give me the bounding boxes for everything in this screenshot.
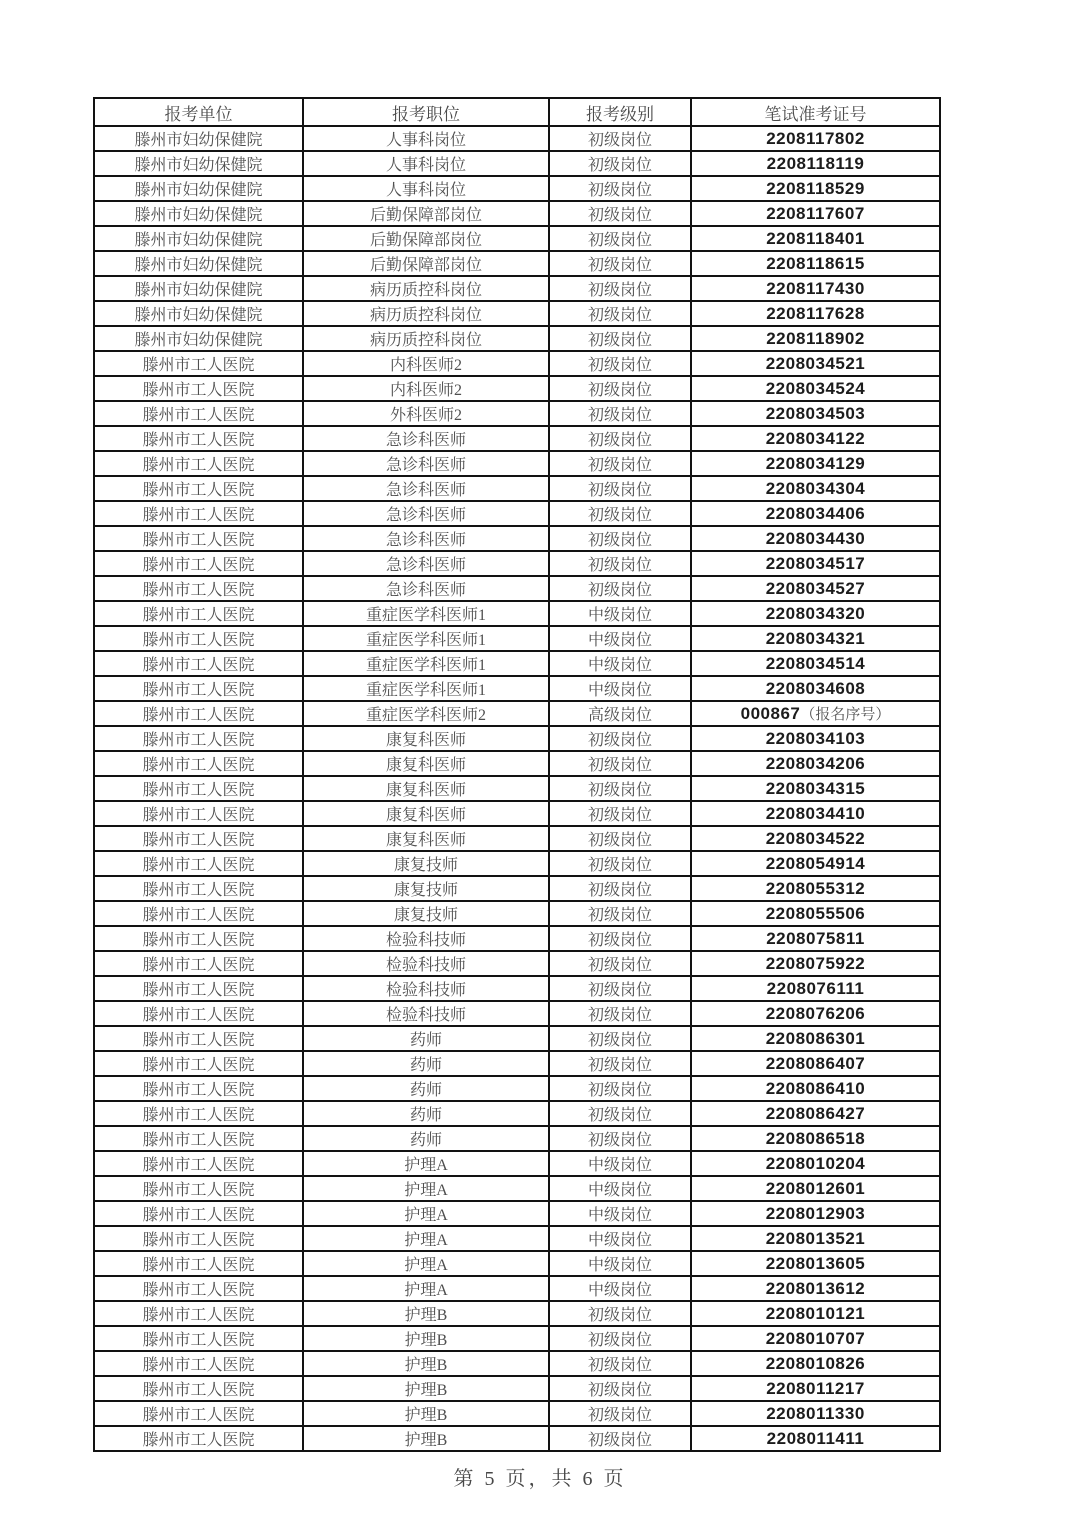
unit-cell: 滕州市工人医院 <box>94 1251 303 1276</box>
level-cell: 初级岗位 <box>549 951 691 976</box>
table-row <box>94 1101 940 1126</box>
table-row <box>94 651 940 676</box>
table-row <box>94 1426 940 1451</box>
unit-cell: 滕州市工人医院 <box>94 1151 303 1176</box>
cert-cell: 2208034304 <box>691 476 940 501</box>
position-cell: 药师 <box>303 1026 549 1051</box>
cert-cell: 2208034410 <box>691 801 940 826</box>
cert-cell: 2208118529 <box>691 176 940 201</box>
unit-cell: 滕州市工人医院 <box>94 876 303 901</box>
table-row <box>94 251 940 276</box>
table-row <box>94 826 940 851</box>
header-row <box>94 98 940 126</box>
level-cell: 初级岗位 <box>549 1126 691 1151</box>
level-cell: 中级岗位 <box>549 1176 691 1201</box>
position-cell: 急诊科医师 <box>303 426 549 451</box>
table-row <box>94 276 940 301</box>
position-cell: 康复科医师 <box>303 751 549 776</box>
unit-cell: 滕州市工人医院 <box>94 576 303 601</box>
level-cell: 初级岗位 <box>549 1426 691 1451</box>
level-cell: 初级岗位 <box>549 1326 691 1351</box>
unit-cell: 滕州市工人医院 <box>94 1051 303 1076</box>
table-row <box>94 151 940 176</box>
table-row <box>94 451 940 476</box>
level-cell: 初级岗位 <box>549 826 691 851</box>
cert-cell: 2208075922 <box>691 951 940 976</box>
table-row <box>94 1076 940 1101</box>
cert-cell: 2208086301 <box>691 1026 940 1051</box>
unit-cell: 滕州市工人医院 <box>94 726 303 751</box>
unit-cell: 滕州市工人医院 <box>94 426 303 451</box>
level-cell: 初级岗位 <box>549 1001 691 1026</box>
position-cell: 后勤保障部岗位 <box>303 201 549 226</box>
level-cell: 初级岗位 <box>549 501 691 526</box>
level-cell: 初级岗位 <box>549 1376 691 1401</box>
table-row <box>94 1351 940 1376</box>
table-row <box>94 851 940 876</box>
unit-cell: 滕州市工人医院 <box>94 751 303 776</box>
table-row <box>94 1151 940 1176</box>
unit-cell: 滕州市工人医院 <box>94 1226 303 1251</box>
position-cell: 急诊科医师 <box>303 526 549 551</box>
table-row <box>94 1401 940 1426</box>
cert-cell: 2208010121 <box>691 1301 940 1326</box>
position-cell: 人事科岗位 <box>303 126 549 151</box>
position-cell: 后勤保障部岗位 <box>303 251 549 276</box>
table-row <box>94 301 940 326</box>
position-cell: 护理B <box>303 1351 549 1376</box>
cert-cell: 2208117628 <box>691 301 940 326</box>
cert-cell: 2208034103 <box>691 726 940 751</box>
unit-cell: 滕州市工人医院 <box>94 901 303 926</box>
table-row <box>94 501 940 526</box>
unit-cell: 滕州市妇幼保健院 <box>94 176 303 201</box>
cert-cell: 2208034122 <box>691 426 940 451</box>
table-row <box>94 601 940 626</box>
unit-cell: 滕州市妇幼保健院 <box>94 126 303 151</box>
table-row <box>94 976 940 1001</box>
cert-cell: 2208075811 <box>691 926 940 951</box>
table-row <box>94 776 940 801</box>
level-cell: 初级岗位 <box>549 576 691 601</box>
cert-cell: 2208034430 <box>691 526 940 551</box>
cert-cell: 2208076111 <box>691 976 940 1001</box>
level-cell: 初级岗位 <box>549 176 691 201</box>
position-cell: 康复技师 <box>303 851 549 876</box>
level-cell: 初级岗位 <box>549 476 691 501</box>
table-row <box>94 1301 940 1326</box>
table-row <box>94 351 940 376</box>
position-cell: 病历质控科岗位 <box>303 301 549 326</box>
unit-cell: 滕州市妇幼保健院 <box>94 251 303 276</box>
table-row <box>94 576 940 601</box>
table-row <box>94 476 940 501</box>
position-cell: 检验科技师 <box>303 951 549 976</box>
unit-cell: 滕州市妇幼保健院 <box>94 226 303 251</box>
level-cell: 初级岗位 <box>549 526 691 551</box>
cert-cell: 2208011217 <box>691 1376 940 1401</box>
position-cell: 护理A <box>303 1151 549 1176</box>
unit-cell: 滕州市工人医院 <box>94 351 303 376</box>
table-row <box>94 1001 940 1026</box>
level-cell: 初级岗位 <box>549 151 691 176</box>
table-row <box>94 1251 940 1276</box>
cert-cell: 2208118902 <box>691 326 940 351</box>
unit-cell: 滕州市工人医院 <box>94 476 303 501</box>
cert-cell: 2208055506 <box>691 901 940 926</box>
unit-cell: 滕州市工人医院 <box>94 1176 303 1201</box>
unit-cell: 滕州市工人医院 <box>94 626 303 651</box>
level-cell: 初级岗位 <box>549 351 691 376</box>
level-cell: 中级岗位 <box>549 1251 691 1276</box>
table-row <box>94 226 940 251</box>
position-cell: 急诊科医师 <box>303 451 549 476</box>
level-cell: 初级岗位 <box>549 1401 691 1426</box>
level-cell: 初级岗位 <box>549 226 691 251</box>
cert-cell: 2208034514 <box>691 651 940 676</box>
level-cell: 初级岗位 <box>549 551 691 576</box>
unit-cell: 滕州市工人医院 <box>94 976 303 1001</box>
cert-cell: 2208011330 <box>691 1401 940 1426</box>
cert-cell: 2208086407 <box>691 1051 940 1076</box>
column-header-unit: 报考单位 <box>94 98 303 126</box>
position-cell: 药师 <box>303 1076 549 1101</box>
column-header-position: 报考职位 <box>303 98 549 126</box>
table-row <box>94 676 940 701</box>
unit-cell: 滕州市工人医院 <box>94 1026 303 1051</box>
level-cell: 中级岗位 <box>549 1276 691 1301</box>
unit-cell: 滕州市工人医院 <box>94 526 303 551</box>
level-cell: 中级岗位 <box>549 651 691 676</box>
position-cell: 护理B <box>303 1326 549 1351</box>
level-cell: 初级岗位 <box>549 751 691 776</box>
level-cell: 初级岗位 <box>549 451 691 476</box>
table-row <box>94 876 940 901</box>
cert-cell: 2208076206 <box>691 1001 940 1026</box>
cert-cell: 2208034129 <box>691 451 940 476</box>
position-cell: 检验科技师 <box>303 1001 549 1026</box>
position-cell: 急诊科医师 <box>303 551 549 576</box>
unit-cell: 滕州市工人医院 <box>94 1001 303 1026</box>
position-cell: 外科医师2 <box>303 401 549 426</box>
page-number: 第 5 页，共 6 页 <box>453 1468 627 1490</box>
position-cell: 检验科技师 <box>303 926 549 951</box>
unit-cell: 滕州市妇幼保健院 <box>94 201 303 226</box>
position-cell: 康复科医师 <box>303 726 549 751</box>
table-row <box>94 1176 940 1201</box>
position-cell: 后勤保障部岗位 <box>303 226 549 251</box>
level-cell: 中级岗位 <box>549 626 691 651</box>
unit-cell: 滕州市工人医院 <box>94 376 303 401</box>
unit-cell: 滕州市工人医院 <box>94 801 303 826</box>
position-cell: 康复科医师 <box>303 801 549 826</box>
cert-cell: 2208034315 <box>691 776 940 801</box>
table-row <box>94 901 940 926</box>
cert-cell: 2208011411 <box>691 1426 940 1451</box>
unit-cell: 滕州市工人医院 <box>94 701 303 726</box>
level-cell: 中级岗位 <box>549 1151 691 1176</box>
cert-cell: 2208117802 <box>691 126 940 151</box>
position-cell: 内科医师2 <box>303 351 549 376</box>
cert-cell: 2208034206 <box>691 751 940 776</box>
level-cell: 初级岗位 <box>549 726 691 751</box>
level-cell: 中级岗位 <box>549 601 691 626</box>
position-cell: 重症医学科医师1 <box>303 676 549 701</box>
cert-cell: 2208118401 <box>691 226 940 251</box>
table-row <box>94 201 940 226</box>
level-cell: 初级岗位 <box>549 1026 691 1051</box>
position-cell: 护理B <box>303 1301 549 1326</box>
position-cell: 药师 <box>303 1051 549 1076</box>
cert-cell: 2208118615 <box>691 251 940 276</box>
unit-cell: 滕州市工人医院 <box>94 551 303 576</box>
table-row <box>94 401 940 426</box>
unit-cell: 滕州市工人医院 <box>94 451 303 476</box>
cert-cell: 2208034517 <box>691 551 940 576</box>
level-cell: 初级岗位 <box>549 126 691 151</box>
table-row <box>94 176 940 201</box>
position-cell: 检验科技师 <box>303 976 549 1001</box>
position-cell: 人事科岗位 <box>303 176 549 201</box>
cert-cell: 2208012903 <box>691 1201 940 1226</box>
table-row <box>94 551 940 576</box>
position-cell: 病历质控科岗位 <box>303 276 549 301</box>
unit-cell: 滕州市妇幼保健院 <box>94 326 303 351</box>
level-cell: 初级岗位 <box>549 1076 691 1101</box>
level-cell: 高级岗位 <box>549 701 691 726</box>
position-cell: 康复科医师 <box>303 776 549 801</box>
table-row <box>94 1051 940 1076</box>
table-row <box>94 801 940 826</box>
position-cell: 急诊科医师 <box>303 501 549 526</box>
exam-admission-table <box>93 97 941 1452</box>
unit-cell: 滕州市工人医院 <box>94 1376 303 1401</box>
unit-cell: 滕州市工人医院 <box>94 951 303 976</box>
unit-cell: 滕州市工人医院 <box>94 826 303 851</box>
level-cell: 初级岗位 <box>549 276 691 301</box>
position-cell: 重症医学科医师2 <box>303 701 549 726</box>
table-row <box>94 951 940 976</box>
position-cell: 护理A <box>303 1176 549 1201</box>
cert-cell: 2208118119 <box>691 151 940 176</box>
unit-cell: 滕州市工人医院 <box>94 1201 303 1226</box>
position-cell: 护理A <box>303 1201 549 1226</box>
cert-cell: 2208010204 <box>691 1151 940 1176</box>
cert-cell: 2208055312 <box>691 876 940 901</box>
position-cell: 药师 <box>303 1101 549 1126</box>
position-cell: 重症医学科医师1 <box>303 626 549 651</box>
unit-cell: 滕州市工人医院 <box>94 1426 303 1451</box>
level-cell: 初级岗位 <box>549 426 691 451</box>
cert-cell: 2208117430 <box>691 276 940 301</box>
column-header-cert-no: 笔试准考证号 <box>691 98 940 126</box>
unit-cell: 滕州市工人医院 <box>94 1276 303 1301</box>
unit-cell: 滕州市工人医院 <box>94 601 303 626</box>
cert-cell: 2208086410 <box>691 1076 940 1101</box>
table-row <box>94 1126 940 1151</box>
table-row <box>94 126 940 151</box>
level-cell: 初级岗位 <box>549 401 691 426</box>
unit-cell: 滕州市工人医院 <box>94 776 303 801</box>
position-cell: 病历质控科岗位 <box>303 326 549 351</box>
cert-cell: 2208086427 <box>691 1101 940 1126</box>
unit-cell: 滕州市妇幼保健院 <box>94 151 303 176</box>
position-cell: 康复科医师 <box>303 826 549 851</box>
cert-cell: 2208034522 <box>691 826 940 851</box>
table-row <box>94 1201 940 1226</box>
table-row <box>94 1026 940 1051</box>
position-cell: 护理A <box>303 1251 549 1276</box>
position-cell: 重症医学科医师1 <box>303 601 549 626</box>
unit-cell: 滕州市妇幼保健院 <box>94 301 303 326</box>
position-cell: 急诊科医师 <box>303 576 549 601</box>
table-row <box>94 751 940 776</box>
table-row <box>94 701 940 726</box>
level-cell: 初级岗位 <box>549 1051 691 1076</box>
table-row <box>94 626 940 651</box>
column-header-level: 报考级别 <box>549 98 691 126</box>
level-cell: 初级岗位 <box>549 1351 691 1376</box>
unit-cell: 滕州市工人医院 <box>94 501 303 526</box>
level-cell: 初级岗位 <box>549 1101 691 1126</box>
unit-cell: 滕州市工人医院 <box>94 1351 303 1376</box>
unit-cell: 滕州市工人医院 <box>94 676 303 701</box>
cert-cell: 2208034521 <box>691 351 940 376</box>
cert-cell: 2208034406 <box>691 501 940 526</box>
table-row <box>94 326 940 351</box>
level-cell: 中级岗位 <box>549 1226 691 1251</box>
level-cell: 初级岗位 <box>549 201 691 226</box>
position-cell: 护理B <box>303 1401 549 1426</box>
unit-cell: 滕州市工人医院 <box>94 1326 303 1351</box>
level-cell: 初级岗位 <box>549 1301 691 1326</box>
cert-cell: 2208010826 <box>691 1351 940 1376</box>
level-cell: 初级岗位 <box>549 376 691 401</box>
table-row <box>94 426 940 451</box>
cert-cell: 2208117607 <box>691 201 940 226</box>
cert-cell: 2208034320 <box>691 601 940 626</box>
level-cell: 初级岗位 <box>549 776 691 801</box>
cert-cell: 2208034608 <box>691 676 940 701</box>
position-cell: 康复技师 <box>303 876 549 901</box>
level-cell: 初级岗位 <box>549 801 691 826</box>
unit-cell: 滕州市工人医院 <box>94 1076 303 1101</box>
cert-cell: 2208034503 <box>691 401 940 426</box>
level-cell: 初级岗位 <box>549 301 691 326</box>
unit-cell: 滕州市妇幼保健院 <box>94 276 303 301</box>
cert-cell: 2208012601 <box>691 1176 940 1201</box>
level-cell: 中级岗位 <box>549 676 691 701</box>
table-row <box>94 376 940 401</box>
position-cell: 急诊科医师 <box>303 476 549 501</box>
unit-cell: 滕州市工人医院 <box>94 1401 303 1426</box>
position-cell: 护理A <box>303 1226 549 1251</box>
table-row <box>94 1326 940 1351</box>
cert-cell: 2208010707 <box>691 1326 940 1351</box>
table-row <box>94 1276 940 1301</box>
unit-cell: 滕州市工人医院 <box>94 1126 303 1151</box>
level-cell: 初级岗位 <box>549 926 691 951</box>
unit-cell: 滕州市工人医院 <box>94 1101 303 1126</box>
cert-cell: 2208034527 <box>691 576 940 601</box>
cert-cell: 2208034321 <box>691 626 940 651</box>
position-cell: 康复技师 <box>303 901 549 926</box>
position-cell: 重症医学科医师1 <box>303 651 549 676</box>
unit-cell: 滕州市工人医院 <box>94 1301 303 1326</box>
level-cell: 中级岗位 <box>549 1201 691 1226</box>
level-cell: 初级岗位 <box>549 851 691 876</box>
cert-cell: 2208013605 <box>691 1251 940 1276</box>
table-row <box>94 1376 940 1401</box>
table-row <box>94 926 940 951</box>
cert-cell: 2208034524 <box>691 376 940 401</box>
cert-cell: 2208086518 <box>691 1126 940 1151</box>
position-cell: 内科医师2 <box>303 376 549 401</box>
cert-cell: 000867（报名序号） <box>691 701 940 726</box>
position-cell: 护理B <box>303 1426 549 1451</box>
position-cell: 人事科岗位 <box>303 151 549 176</box>
table-row <box>94 526 940 551</box>
unit-cell: 滕州市工人医院 <box>94 401 303 426</box>
level-cell: 初级岗位 <box>549 876 691 901</box>
cert-cell: 2208013521 <box>691 1226 940 1251</box>
cert-cell: 2208054914 <box>691 851 940 876</box>
unit-cell: 滕州市工人医院 <box>94 851 303 876</box>
table-row <box>94 1226 940 1251</box>
position-cell: 护理B <box>303 1376 549 1401</box>
cert-cell: 2208013612 <box>691 1276 940 1301</box>
level-cell: 初级岗位 <box>549 326 691 351</box>
position-cell: 药师 <box>303 1126 549 1151</box>
level-cell: 初级岗位 <box>549 901 691 926</box>
level-cell: 初级岗位 <box>549 251 691 276</box>
unit-cell: 滕州市工人医院 <box>94 926 303 951</box>
position-cell: 护理A <box>303 1276 549 1301</box>
unit-cell: 滕州市工人医院 <box>94 651 303 676</box>
level-cell: 初级岗位 <box>549 976 691 1001</box>
table-row <box>94 726 940 751</box>
